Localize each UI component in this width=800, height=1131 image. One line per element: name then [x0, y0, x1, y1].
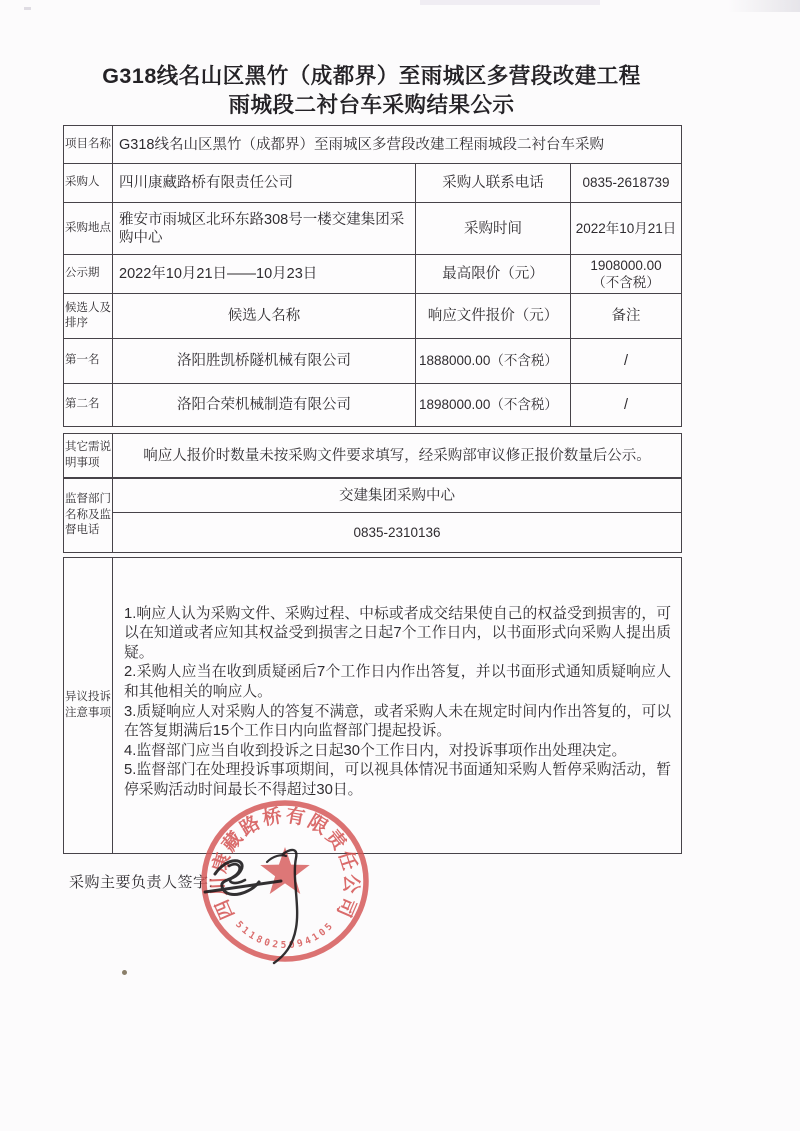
purchase-time-value: 2022年10月21日 — [571, 203, 681, 255]
scan-speck — [24, 7, 31, 10]
title-line-2: 雨城段二衬台车采购结果公示 — [228, 92, 515, 117]
candidate-price: 1898000.00（不含税） — [416, 384, 571, 426]
complaint-item: 1.响应人认为采购文件、采购过程、中标或者成交结果使自己的权益受到损害的，可以在知道或者应知其权益受到损害之日起7个工作日内，以书面形式向采购人提出质疑。 — [124, 605, 671, 661]
candidate-rank: 第一名 — [64, 339, 113, 384]
complaint-item: 2.采购人应当在收到质疑函后7个工作日内作出答复，并以书面形式通知质疑响应人和其他相关的响应人。 — [124, 664, 671, 700]
project-name-value: G318线名山区黑竹（成都界）至雨城区多营段改建工程雨城段二衬台车采购 — [113, 126, 681, 164]
other-notes-label: 其它需说明事项 — [64, 434, 113, 477]
max-price-value — [571, 255, 681, 294]
document-title — [63, 62, 680, 119]
price-column-header: 响应文件报价（元） — [416, 294, 571, 339]
purchase-time-label: 采购时间 — [416, 203, 571, 255]
publicity-period-value: 2022年10月21日——10月23日 — [113, 255, 416, 294]
purchaser-label: 采购人 — [64, 164, 113, 203]
scan-smudge-top-right — [728, 0, 800, 12]
name-column-header: 候选人名称 — [113, 294, 416, 339]
publicity-period-label: 公示期 — [64, 255, 113, 294]
supervision-label: 监督部门名称及监督电话 — [64, 479, 113, 552]
project-name-label: 项目名称 — [64, 126, 113, 164]
purchaser-phone-label: 采购人联系电话 — [416, 164, 571, 203]
signature-line-label: 采购主要负责人签字: — [69, 874, 214, 891]
complaint-item: 5.监督部门在处理投诉事项期间，可以视具体情况书面通知采购人暂停采购活动，暂停采购活动时间最长不得超过30日。 — [124, 762, 671, 798]
location-label: 采购地点 — [64, 203, 113, 255]
seal-number: 5118025094105 — [233, 919, 337, 952]
rank-column-header: 候选人及排序 — [64, 294, 113, 339]
note-column-header: 备注 — [571, 294, 681, 339]
scan-smudge-top — [420, 0, 600, 5]
complaint-notice-label: 异议投诉注意事项 — [64, 558, 113, 853]
max-price-tax-note: （不含税） — [592, 275, 660, 290]
complaint-item: 3.质疑响应人对采购人的答复不满意，或者采购人未在规定时间内作出答复的，可以在答复期满后15个工作日内向监督部门提起投诉。 — [124, 703, 671, 740]
complaint-item: 4.监督部门应当自收到投诉之日起30个工作日内，对投诉事项作出处理决定。 — [124, 742, 627, 759]
purchaser-phone-value: 0835-2618739 — [571, 164, 681, 203]
candidate-price: 1888000.00（不含税） — [416, 339, 571, 384]
supervision-phone: 0835-2310136 — [353, 524, 441, 540]
max-price-amount: 1908000.00 — [590, 258, 662, 273]
supervision-department: 交建集团采购中心 — [113, 479, 681, 513]
title-line-1: G318线名山区黑竹（成都界）至雨城区多营段改建工程 — [102, 64, 641, 88]
candidate-note: / — [571, 339, 681, 384]
candidate-name: 洛阳合荣机械制造有限公司 — [113, 384, 416, 426]
other-notes-table — [63, 433, 682, 478]
procurement-info-table — [63, 125, 682, 427]
candidate-name: 洛阳胜凯桥隧机械有限公司 — [113, 339, 416, 384]
scan-speck — [122, 970, 127, 975]
seal-company-name: 四川康藏路桥有限责任公司 — [208, 805, 362, 923]
other-notes-content: 响应人报价时数量未按采购文件要求填写，经采购部审议修正报价数量后公示。 — [143, 447, 651, 464]
purchaser-value: 四川康藏路桥有限责任公司 — [113, 164, 416, 203]
handwritten-signature — [183, 836, 333, 968]
candidate-note: / — [623, 397, 629, 413]
max-price-label: 最高限价（元） — [416, 255, 571, 294]
supervision-table — [63, 478, 682, 553]
candidate-rank: 第二名 — [64, 384, 113, 426]
location-value: 雅安市雨城区北环东路308号一楼交建集团采购中心 — [113, 203, 416, 255]
